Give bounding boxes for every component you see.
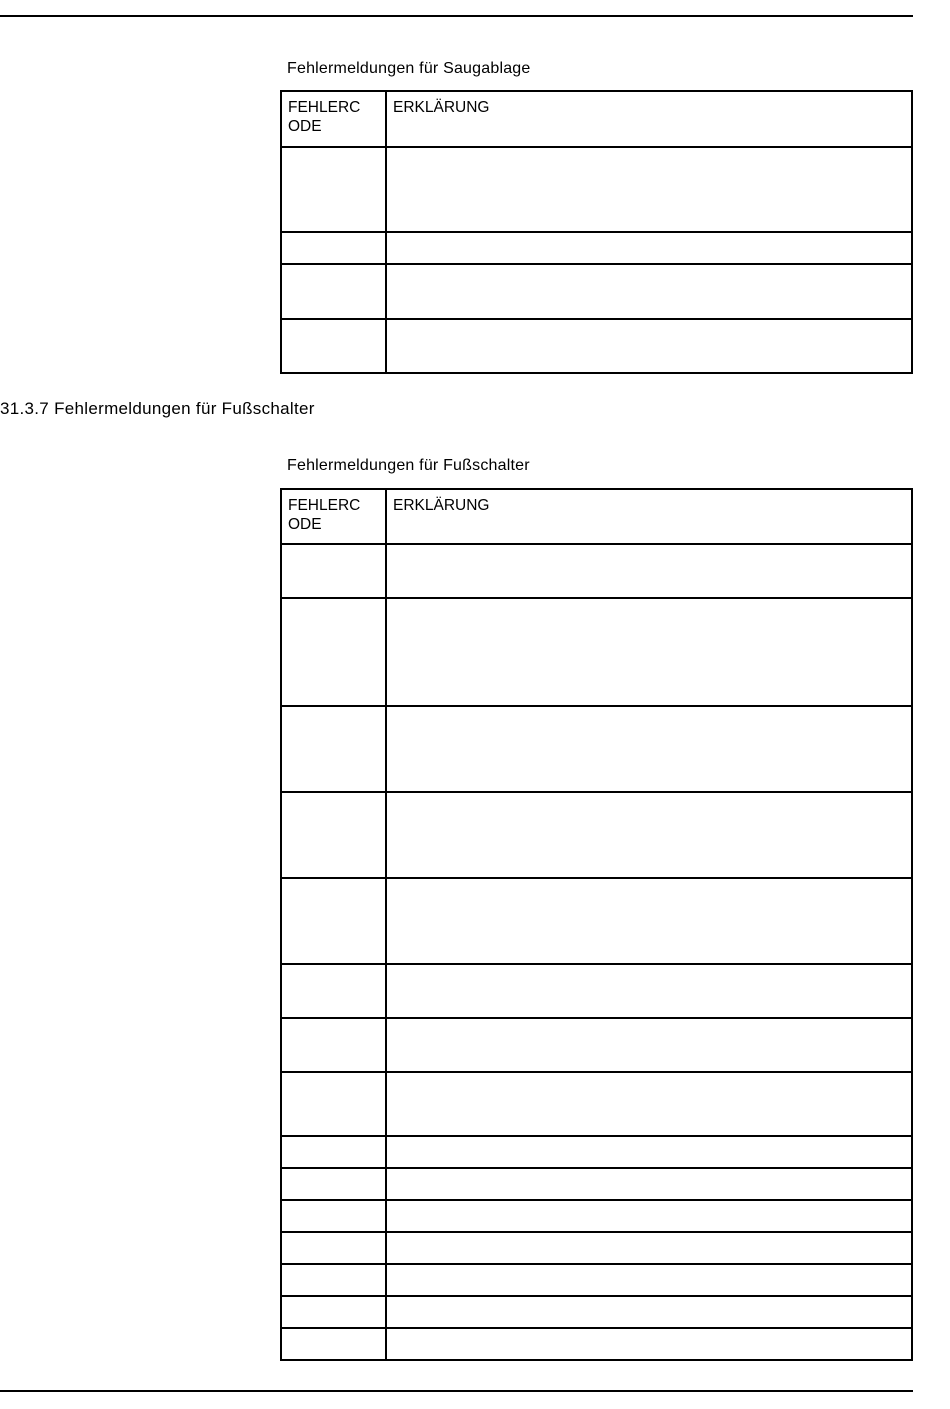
table-row (281, 1136, 912, 1168)
explanation-cell (386, 1018, 912, 1072)
column-header-code: FEHLERC ODE (281, 91, 386, 147)
error-code-cell (281, 706, 386, 792)
explanation-cell (386, 1168, 912, 1200)
error-code-cell (281, 1168, 386, 1200)
error-table-fussschalter (280, 488, 913, 1361)
explanation-cell (386, 878, 912, 964)
column-header-explanation: ERKLÄRUNG (386, 91, 912, 147)
error-code-cell (281, 1264, 386, 1296)
explanation-cell (386, 706, 912, 792)
table-caption-fussschalter: Fehlermeldungen für Fußschalter (287, 457, 530, 474)
table-row (281, 598, 912, 706)
error-code-cell (281, 544, 386, 598)
column-header-explanation: ERKLÄRUNG (386, 489, 912, 544)
error-code-cell (281, 1328, 386, 1360)
explanation-cell (386, 1136, 912, 1168)
table-row (281, 706, 912, 792)
table-row (281, 792, 912, 878)
table-row (281, 147, 912, 232)
table-row (281, 878, 912, 964)
table-header-row (281, 489, 912, 544)
explanation-cell (386, 232, 912, 264)
explanation-cell (386, 964, 912, 1018)
error-code-cell (281, 598, 386, 706)
error-code-cell (281, 878, 386, 964)
table-row (281, 1072, 912, 1136)
error-code-cell (281, 1296, 386, 1328)
explanation-cell (386, 544, 912, 598)
explanation-cell (386, 1328, 912, 1360)
table-caption-saugablage: Fehlermeldungen für Saugablage (287, 60, 531, 77)
table-row (281, 319, 912, 373)
table-header-row (281, 91, 912, 147)
explanation-cell (386, 147, 912, 232)
error-code-cell (281, 319, 386, 373)
table-row (281, 1296, 912, 1328)
table-row (281, 1200, 912, 1232)
error-code-cell (281, 147, 386, 232)
table-row (281, 1018, 912, 1072)
top-rule (0, 15, 913, 17)
table-row (281, 964, 912, 1018)
error-code-cell (281, 1136, 386, 1168)
table-row (281, 1264, 912, 1296)
table-row (281, 544, 912, 598)
error-code-cell (281, 264, 386, 319)
table-row (281, 264, 912, 319)
explanation-cell (386, 1072, 912, 1136)
bottom-rule (0, 1390, 913, 1392)
explanation-cell (386, 1296, 912, 1328)
error-code-cell (281, 964, 386, 1018)
error-code-cell (281, 1200, 386, 1232)
error-table-saugablage (280, 90, 913, 374)
section-heading: 31.3.7 Fehlermeldungen für Fußschalter (0, 399, 315, 418)
error-code-cell (281, 1072, 386, 1136)
column-header-code: FEHLERC ODE (281, 489, 386, 544)
error-code-cell (281, 232, 386, 264)
explanation-cell (386, 1200, 912, 1232)
explanation-cell (386, 319, 912, 373)
explanation-cell (386, 598, 912, 706)
error-code-cell (281, 792, 386, 878)
table-row (281, 1168, 912, 1200)
explanation-cell (386, 1232, 912, 1264)
explanation-cell (386, 264, 912, 319)
explanation-cell (386, 1264, 912, 1296)
table-row (281, 1232, 912, 1264)
table-row (281, 232, 912, 264)
table-row (281, 1328, 912, 1360)
error-code-cell (281, 1018, 386, 1072)
explanation-cell (386, 792, 912, 878)
error-code-cell (281, 1232, 386, 1264)
